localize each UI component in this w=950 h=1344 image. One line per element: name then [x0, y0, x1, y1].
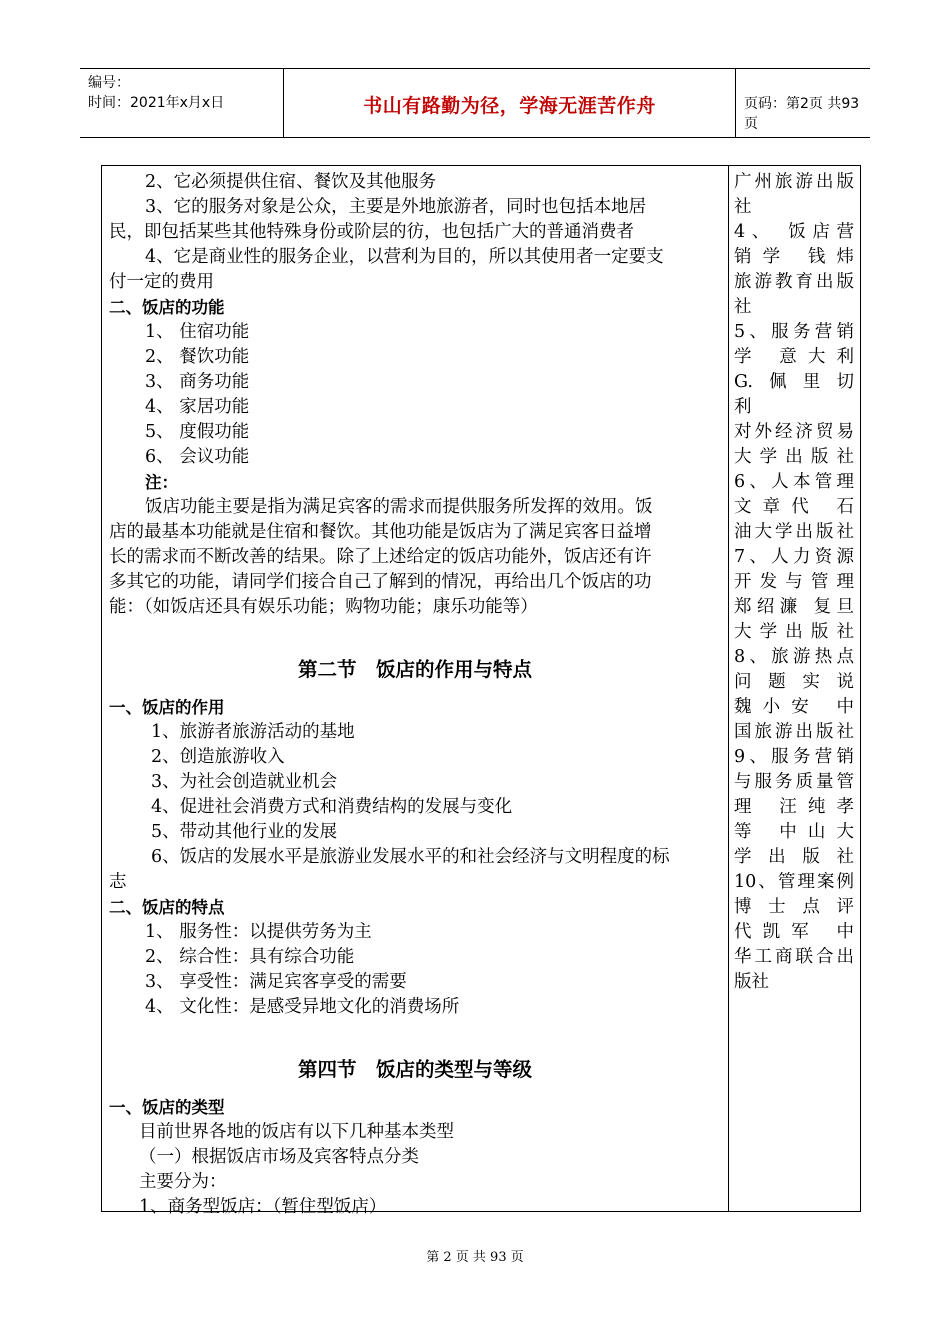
reference-line: 社 [734, 197, 752, 217]
text-line: 长的需求而不断改善的结果。除了上述给定的饭店功能外，饭店还有许 [109, 547, 652, 567]
header-motto-cell [283, 69, 736, 137]
reference-line: 国旅游出版社 [734, 722, 854, 742]
reference-line: 6、人本管理 [734, 472, 854, 492]
reference-line: 8、旅游热点 [734, 647, 854, 667]
text-line: 1、旅游者旅游活动的基地 [151, 722, 355, 742]
subheading: 二、饭店的功能 [109, 298, 225, 317]
reference-line: 销学 钱炜 [734, 247, 854, 267]
text-line: 目前世界各地的饭店有以下几种基本类型 [139, 1122, 454, 1142]
reference-line: G.佩里切 [734, 372, 854, 392]
text-line: 2、创造旅游收入 [151, 747, 285, 767]
reference-line: 社 [734, 297, 752, 317]
text-line: 4、 文化性：是感受异地文化的消费场所 [145, 997, 460, 1017]
page-footer: 第 2 页 共 93 页 [426, 1250, 524, 1265]
text-line: 3、为社会创造就业机会 [151, 772, 338, 792]
column-divider [728, 166, 729, 1211]
reference-line: 开发与管理 [734, 572, 854, 592]
reference-line: 油大学出版社 [734, 522, 854, 542]
text-line: 店的最基本功能就是住宿和餐饮。其他功能是饭店为了满足宾客日益增 [109, 522, 652, 542]
text-line: 饭店功能主要是指为满足宾客的需求而提供服务所发挥的效用。饭 [145, 497, 653, 517]
spacer [109, 1020, 721, 1045]
reference-line: 等 中山大 [734, 822, 854, 842]
page-info: 页码：第2页 共93页 [744, 96, 860, 132]
text-line: 2、 餐饮功能 [145, 347, 250, 367]
section-heading: 第四节 饭店的类型与等级 [297, 1058, 532, 1081]
main-column [109, 170, 721, 1220]
code-label: 编号： [88, 75, 130, 91]
spacer [109, 620, 721, 645]
text-line: 4、促进社会消费方式和消费结构的发展与变化 [151, 797, 513, 817]
motto-text: 书山有路勤为径，学海无涯苦作舟 [363, 95, 656, 117]
reference-line: 学 意大利 [734, 347, 854, 367]
text-line: 1、 服务性：以提供劳务为主 [145, 922, 372, 942]
reference-line: 4、 饭店营 [734, 222, 854, 242]
text-line: 2、它必须提供住宿、餐饮及其他服务 [145, 172, 437, 192]
subheading: 二、饭店的特点 [109, 898, 225, 917]
reference-line: 代凯军 中 [734, 922, 854, 942]
text-line: 3、 享受性：满足宾客享受的需要 [145, 972, 407, 992]
reference-line: 广州旅游出版 [734, 172, 854, 192]
reference-line: 9、服务营销 [734, 747, 854, 767]
text-line: 5、 度假功能 [145, 422, 250, 442]
text-line: 能：（如饭店还具有娱乐功能；购物功能；康乐功能等） [109, 597, 538, 617]
reference-line: 对外经济贸易 [734, 422, 854, 442]
text-line: 4、 家居功能 [145, 397, 250, 417]
header-table [80, 68, 870, 138]
reference-line: 利 [734, 397, 752, 417]
reference-line: 10、管理案例 [734, 872, 854, 892]
reference-line: 郑绍濂 复旦 [734, 597, 854, 617]
reference-line: 版社 [734, 972, 769, 992]
reference-line: 大学出版社 [734, 622, 854, 642]
reference-line: 与服务质量管 [734, 772, 854, 792]
text-line: 1、 住宿功能 [145, 322, 250, 342]
text-line: 付一定的费用 [109, 272, 214, 292]
section-heading: 第二节 饭店的作用与特点 [297, 658, 532, 681]
text-line: 5、带动其他行业的发展 [151, 822, 338, 842]
text-line: 民，即包括某些其他特殊身份或阶层的彷，也包括广大的普通消费者 [109, 222, 634, 242]
text-line: 6、饭店的发展水平是旅游业发展水平的和社会经济与文明程度的标 [151, 847, 670, 867]
header-page-cell [736, 69, 870, 137]
subheading: 一、饭店的类型 [109, 1098, 225, 1117]
subheading: 注： [145, 473, 178, 492]
reference-line: 旅游教育出版 [734, 272, 854, 292]
reference-line: 理 汪纯孝 [734, 797, 854, 817]
text-line: 志 [109, 872, 127, 892]
text-line: 多其它的功能，请同学们接合自己了解到的情况，再给出几个饭店的功 [109, 572, 652, 592]
reference-line: 魏小安 中 [734, 697, 854, 717]
subheading: 一、饭店的作用 [109, 698, 225, 717]
text-line: 1、商务型饭店：（暂住型饭店） [139, 1197, 387, 1217]
content-table [101, 165, 861, 1217]
reference-column [734, 170, 854, 995]
reference-line: 华工商联合出 [734, 947, 854, 967]
text-line: 3、它的服务对象是公众，主要是外地旅游者，同时也包括本地居 [145, 197, 647, 217]
reference-line: 学出版社 [734, 847, 854, 867]
text-line: （一）根据饭店市场及宾客特点分类 [139, 1147, 419, 1167]
date-label: 时间：2021年x月x日 [88, 95, 225, 111]
text-line: 3、 商务功能 [145, 372, 250, 392]
text-line: 2、 综合性：具有综合功能 [145, 947, 355, 967]
reference-line: 大学出版社 [734, 447, 854, 467]
text-line: 4、它是商业性的服务企业，以营利为目的，所以其使用者一定要支 [145, 247, 664, 267]
text-line: 主要分为： [139, 1172, 227, 1192]
text-line: 6、 会议功能 [145, 447, 250, 467]
reference-line: 文章代 石 [734, 497, 854, 517]
reference-line: 7、人力资源 [734, 547, 854, 567]
reference-line: 5、服务营销 [734, 322, 854, 342]
header-meta-cell [80, 69, 283, 137]
reference-line: 博士点评 [734, 897, 854, 917]
reference-line: 问题实说 [734, 672, 854, 692]
